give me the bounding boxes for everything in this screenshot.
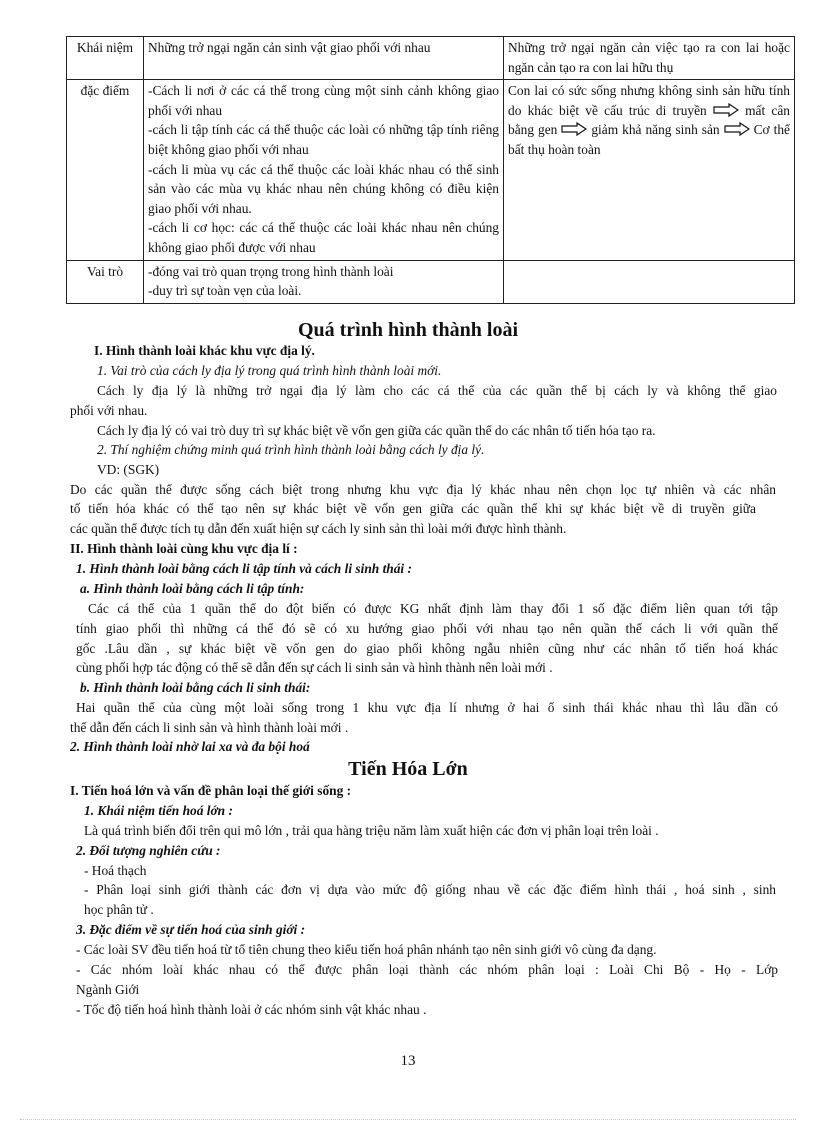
postzygotic-text-1: Con lai có sức sống nhưng không sinh sản hữu tính do khác biệt về cấu trúc di truyền (508, 83, 790, 118)
feature-item: -Cách li nơi ở các cá thể trong cùng một sinh cảnh không giao phối với nhau (148, 83, 499, 118)
example-note: VD: (SGK) (97, 462, 160, 477)
subheading-geographic-role: 1. Vai trò của cách ly địa lý trong quá trình hình thành loài mới. (97, 363, 442, 378)
heading-sympatric: II. Hình thành loài cùng khu vực địa lí : (70, 541, 298, 556)
paragraph-line: phối với nhau. (70, 403, 148, 418)
cell-prezygotic-features (144, 80, 504, 260)
right-arrow-icon (713, 103, 739, 117)
postzygotic-text-3: giảm khả năng sinh sản (591, 122, 720, 138)
feature-item: -cách li tập tính các cá thể thuộc các loài có những tập tính riêng biệt không giao phối với nhau (148, 122, 499, 157)
paragraph-line: Do các quần thể được sống cách biệt trong nhưng khu vực địa lý khác nhau nên chọn lọc tự nhiên và các nhân (70, 482, 776, 497)
subheading-research-subject: 2. Đối tượng nghiên cứu : (76, 843, 221, 858)
paragraph-line: tố tiến hóa khác có thể tạo nên sự khác biệt về vốn gen giữa các quần thể khi sự khác biệt về di truyền giữa (70, 501, 756, 516)
paragraph-line: - Các loài SV đều tiến hoá từ tổ tiên chung theo kiểu tiến hoá phân nhánh tạo nên sinh giới vô cùng đa dạng. (76, 942, 657, 957)
paragraph-line: Là quá trình biến đổi trên qui mô lớn , trải qua hàng triệu năm làm xuất hiện các đơn vị phân loại trên loài . (84, 823, 659, 838)
subheading-behavioral: a. Hình thành loài bằng cách li tập tính: (80, 581, 305, 596)
section-title-macroevolution: Tiến Hóa Lớn (348, 758, 468, 780)
comparison-table (66, 36, 795, 304)
subheading-ecological: b. Hình thành loài bằng cách li sinh thái: (80, 680, 311, 695)
right-arrow-icon (724, 122, 750, 136)
heading-allopatric: I. Hình thành loài khác khu vực địa lý. (94, 343, 315, 358)
table-row-concept (67, 37, 795, 80)
table-row-role (67, 260, 795, 303)
footer-divider (20, 1119, 796, 1120)
cell-postzygotic-concept: Những trở ngại ngăn cản việc tạo ra con lai hoặc ngăn cản tạo ra con lai hữu thụ (504, 37, 795, 80)
paragraph-line: học phân tử . (84, 902, 154, 917)
paragraph-line: Cách ly địa lý là những trở ngại địa lý làm cho các cá thể của các quần thể bị cách ly và không thể giao (97, 383, 777, 398)
paragraph-line: gốc .Lâu dần , sự khác biệt về vốn gen do giao phối không ngẫu nhiên cũng như các nhân tố tiến hoá khác (76, 641, 778, 656)
subheading-polyploidy: 2. Hình thành loài nhờ lai xa và đa bội hoá (70, 739, 310, 754)
paragraph-line: Cách ly địa lý có vai trò duy trì sự khác biệt về vốn gen giữa các quần thể do các nhân tố tiến hóa tạo ra. (97, 423, 656, 438)
subheading-concept: 1. Khái niệm tiến hoá lớn : (84, 803, 233, 818)
cell-role-empty (504, 260, 795, 303)
feature-item: -cách li cơ học: các cá thể thuộc các loài khác nhau nên chúng không giao phối được với nhau (148, 220, 499, 255)
row-label-role: Vai trò (67, 260, 144, 303)
row-label-features: đặc điểm (67, 80, 144, 260)
row-label-concept: Khái niệm (67, 37, 144, 80)
paragraph-line: Các cá thể của 1 quần thể do đột biến có được KG nhất định làm thay đổi 1 số đặc điểm liên quan tới tập (88, 601, 778, 616)
page-number: 13 (400, 1053, 416, 1069)
paragraph-line: Hai quần thể của cùng một loài sống trong 1 khu vực địa lí nhưng ở hai ổ sinh thái khác nhau thì lâu dần có (76, 700, 778, 715)
heading-macroevolution: I. Tiến hoá lớn và vấn đề phân loại thế giới sống : (70, 783, 352, 798)
paragraph-line: - Hoá thạch (84, 863, 147, 878)
table-row-features (67, 80, 795, 260)
cell-role (144, 260, 504, 303)
paragraph-line: - Tốc độ tiến hoá hình thành loài ở các nhóm sinh vật khác nhau . (76, 1002, 427, 1017)
right-arrow-icon (561, 122, 587, 136)
subheading-behavioral-ecological: 1. Hình thành loài bằng cách li tập tính và cách li sinh thái : (76, 561, 412, 576)
paragraph-line: cùng phối hợp tác động có thể sẽ dẫn đến sự cách li sinh sản và hình thành nên loài mới . (76, 660, 553, 675)
section-title-speciation: Quá trình hình thành loài (297, 319, 519, 341)
postzygotic-text-2: mất cân bằng gen (508, 102, 790, 138)
subheading-characteristics: 3. Đặc điểm về sự tiến hoá của sinh giới : (76, 922, 306, 937)
paragraph-line: thể dẫn đến cách li sinh sản và hình thành loài mới . (70, 720, 349, 735)
paragraph-line: - Phân loại sinh giới thành các đơn vị dựa vào mức độ giống nhau về các đặc điểm hình thái , hoá sinh , sinh (84, 882, 776, 897)
cell-postzygotic-features (504, 80, 795, 260)
subheading-experiment: 2. Thí nghiệm chứng minh quá trình hình thành loài bằng cách ly địa lý. (97, 442, 485, 457)
paragraph-line: tính giao phối thì những cá thể đó sẽ có xu hướng giao phối với nhau tạo nên quần thể cách li với quần thể (76, 621, 778, 636)
paragraph-line: Ngành Giới (76, 982, 140, 997)
postzygotic-text-4: Cơ thể bất thụ hoàn toàn (508, 122, 790, 157)
cell-prezygotic-concept: Những trở ngại ngăn cản sinh vật giao phối với nhau (144, 37, 504, 80)
role-item: -đóng vai trò quan trọng trong hình thành loài (148, 263, 394, 279)
paragraph-line: - Các nhóm loài khác nhau có thể được phân loại thành các nhóm phân loại : Loài Chi Bộ - Họ - Lớp (76, 962, 778, 977)
paragraph-line: các quần thể được tích tụ dẫn đến xuất hiện sự cách ly sinh sản thì loài mới được hình thành. (70, 521, 567, 536)
role-item: -duy trì sự toàn vẹn của loài. (148, 283, 302, 299)
feature-item: -cách li mùa vụ các cá thể thuộc các loài khác nhau có thể sinh sản vào các mùa vụ khác nhau nên chúng không có điều kiện giao phối với nhau. (148, 161, 499, 216)
